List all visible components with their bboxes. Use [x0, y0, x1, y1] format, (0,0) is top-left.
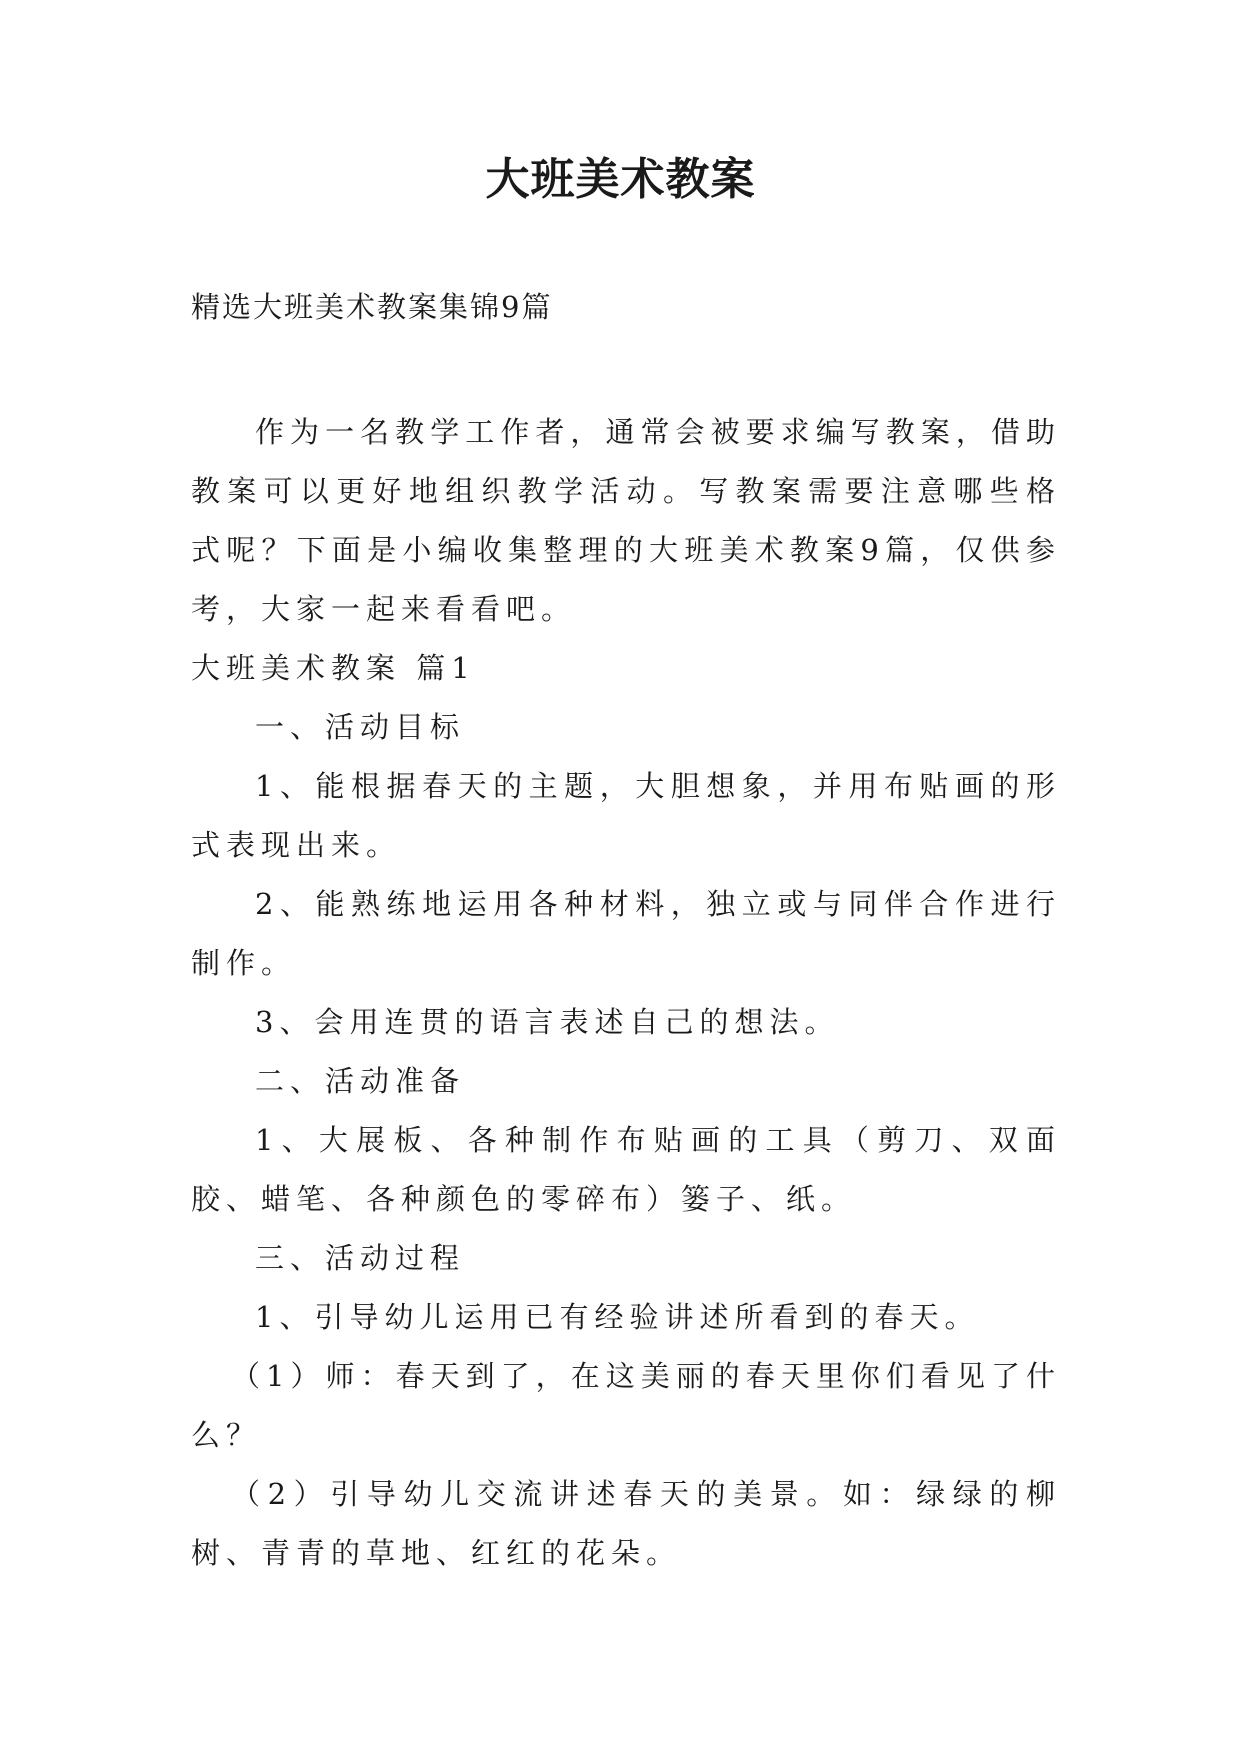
objective-item: 1、能根据春天的主题，大胆想象，并用布贴画的形式表现出来。 — [191, 769, 1061, 862]
section-heading: 大班美术教案 篇1 — [191, 651, 476, 685]
document-body — [191, 403, 1061, 1583]
heading-objectives: 一、活动目标 — [255, 710, 466, 744]
heading-process: 三、活动过程 — [255, 1241, 466, 1275]
objective-item: 2、能熟练地运用各种材料，独立或与同伴合作进行制作。 — [191, 887, 1061, 980]
document-title: 大班美术教案 — [485, 154, 756, 205]
document-subtitle: 精选大班美术教案集锦9篇 — [191, 290, 553, 324]
preparation-item: 1、大展板、各种制作布贴画的工具（剪刀、双面胶、蜡笔、各种颜色的零碎布）篓子、纸。 — [191, 1123, 1061, 1216]
objective-item: 3、会用连贯的语言表述自己的想法。 — [255, 1005, 840, 1039]
intro-paragraph: 作为一名教学工作者，通常会被要求编写教案，借助教案可以更好地组织教学活动。写教案需要注意哪些格式呢？下面是小编收集整理的大班美术教案9篇，仅供参考，大家一起来看看吧。 — [191, 415, 1061, 626]
heading-preparation: 二、活动准备 — [255, 1064, 466, 1098]
process-subitem: （1）师：春天到了，在这美丽的春天里你们看见了什么？ — [191, 1359, 1061, 1452]
process-subitem: （2）引导幼儿交流讲述春天的美景。如：绿绿的柳树、青青的草地、红红的花朵。 — [191, 1477, 1061, 1570]
process-item: 1、引导幼儿运用已有经验讲述所看到的春天。 — [255, 1300, 980, 1334]
